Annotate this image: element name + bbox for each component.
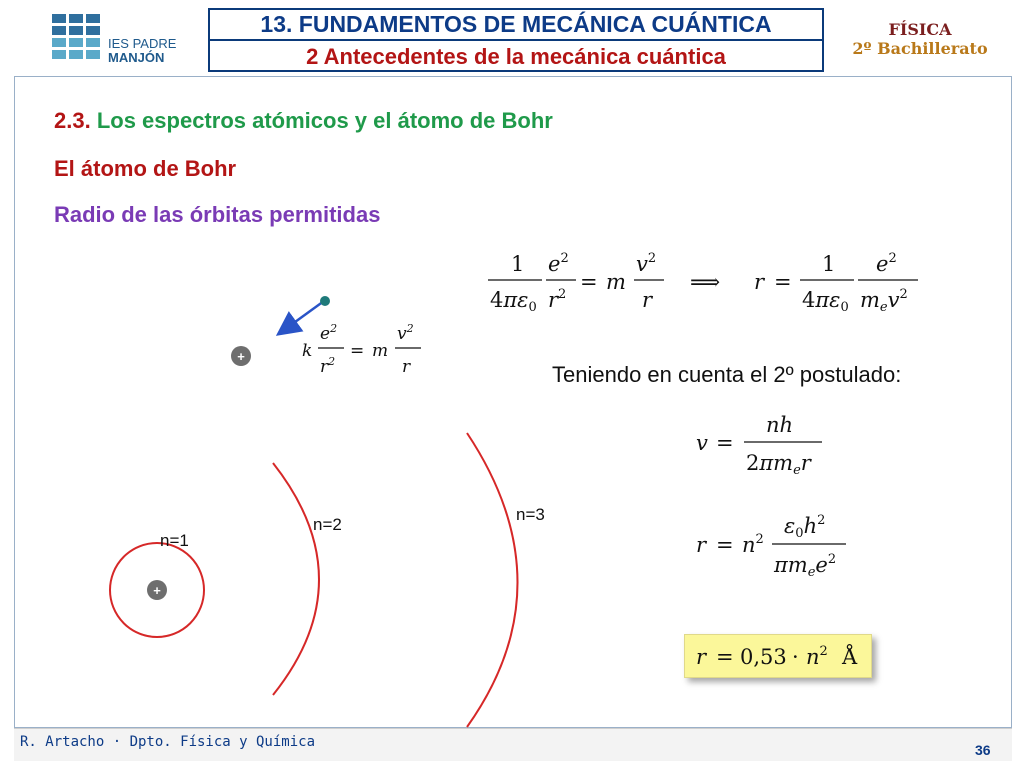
svg-text:v2: $v^2$ <box>397 322 414 344</box>
section-heading <box>54 108 553 134</box>
logo-text <box>108 37 176 65</box>
svg-text:r2: $r^2$ <box>548 287 567 312</box>
section-number: 2.3. <box>54 108 91 133</box>
subject-level: 2º Bachillerato <box>852 39 988 58</box>
svg-text:=: = <box>580 270 598 294</box>
svg-text:e2: $e^2$ <box>548 251 569 276</box>
equation-radius <box>692 506 852 584</box>
chapter-number: 2 <box>306 44 319 69</box>
svg-text:1: 1 <box>822 252 836 276</box>
svg-text:m: m <box>372 341 389 361</box>
svg-text:r: r <box>696 645 707 669</box>
equation-coulomb-centripetal <box>484 244 924 318</box>
orbit-label-n3: n=3 <box>516 505 545 524</box>
svg-text:e2: $e^2$ <box>320 322 338 344</box>
postulate-text: Teniendo en cuenta el 2º postulado: <box>552 362 902 387</box>
chapter-subtitle <box>210 42 822 71</box>
orbit-label-n1: n=1 <box>160 531 189 550</box>
svg-text:⟹: ⟹ <box>690 270 721 294</box>
svg-text:mev2: mev$^2$ <box>860 287 908 315</box>
subheading-orbit-radius: Radio de las órbitas permitidas <box>54 202 381 227</box>
svg-text:v2: $v^2$ <box>636 251 657 276</box>
svg-text:4πε0: 4πε0 <box>490 288 537 315</box>
unit-title: 13. FUNDAMENTOS DE MECÁNICA CUÁNTICA <box>260 11 772 37</box>
svg-text:r: r <box>754 270 765 294</box>
svg-text:n2: $n^2$ <box>806 644 828 669</box>
svg-text:=: = <box>716 533 734 557</box>
svg-text:v: v <box>696 431 708 455</box>
svg-text:nh: nh <box>766 413 794 437</box>
section-title: Los espectros atómicos y el átomo de Bohr <box>96 108 553 133</box>
coulomb-equation <box>300 318 425 380</box>
svg-text:n2: $n^2$ <box>742 532 764 557</box>
orbit-n2 <box>273 463 319 695</box>
nucleus-plus-orbit: + <box>153 583 161 598</box>
footer-author: R. Artacho · Dpto. Física y Química <box>20 734 316 750</box>
svg-text:r: r <box>696 533 707 557</box>
svg-text:k: k <box>302 341 313 361</box>
logo-line1: IES PADRE <box>108 36 177 51</box>
chapter-title: Antecedentes de la mecánica cuántica <box>323 44 726 69</box>
svg-text:Å: Å <box>842 645 858 669</box>
svg-text:ε0h2: $\varepsilon 0h^2$ <box>784 513 826 541</box>
subheading-bohr-atom: El átomo de Bohr <box>54 156 237 181</box>
svg-text:=: = <box>350 341 365 361</box>
svg-text:r: r <box>402 357 411 377</box>
nucleus-plus: + <box>237 349 245 364</box>
electron-icon <box>320 296 330 306</box>
svg-text:=: = <box>716 431 734 455</box>
result-equation <box>688 636 868 676</box>
orbit-label-n2: n=2 <box>313 515 342 534</box>
subject-badge <box>830 20 1010 58</box>
svg-text:πmee2: πmee$^2$ <box>774 552 837 580</box>
svg-text:r2: $r^2$ <box>320 355 336 377</box>
svg-text:2πmer: 2πmer <box>746 451 811 478</box>
svg-text:m: m <box>606 270 626 294</box>
orbit-diagram <box>100 420 545 730</box>
equation-velocity <box>692 408 832 480</box>
svg-text:e2: $e^2$ <box>876 251 897 276</box>
header-separator <box>208 39 824 41</box>
svg-text:0,53: 0,53 <box>740 645 787 669</box>
orbit-n3 <box>467 433 518 727</box>
svg-text:4πε0: 4πε0 <box>802 288 849 315</box>
svg-text:r: r <box>642 288 653 312</box>
logo-line2: MANJÓN <box>108 50 165 65</box>
subject-name: FÍSICA <box>888 20 952 39</box>
svg-text:1: 1 <box>511 252 525 276</box>
svg-text:=: = <box>774 270 792 294</box>
svg-text:·: · <box>792 645 799 669</box>
page-number: 36 <box>975 742 991 758</box>
svg-text:=: = <box>716 645 734 669</box>
